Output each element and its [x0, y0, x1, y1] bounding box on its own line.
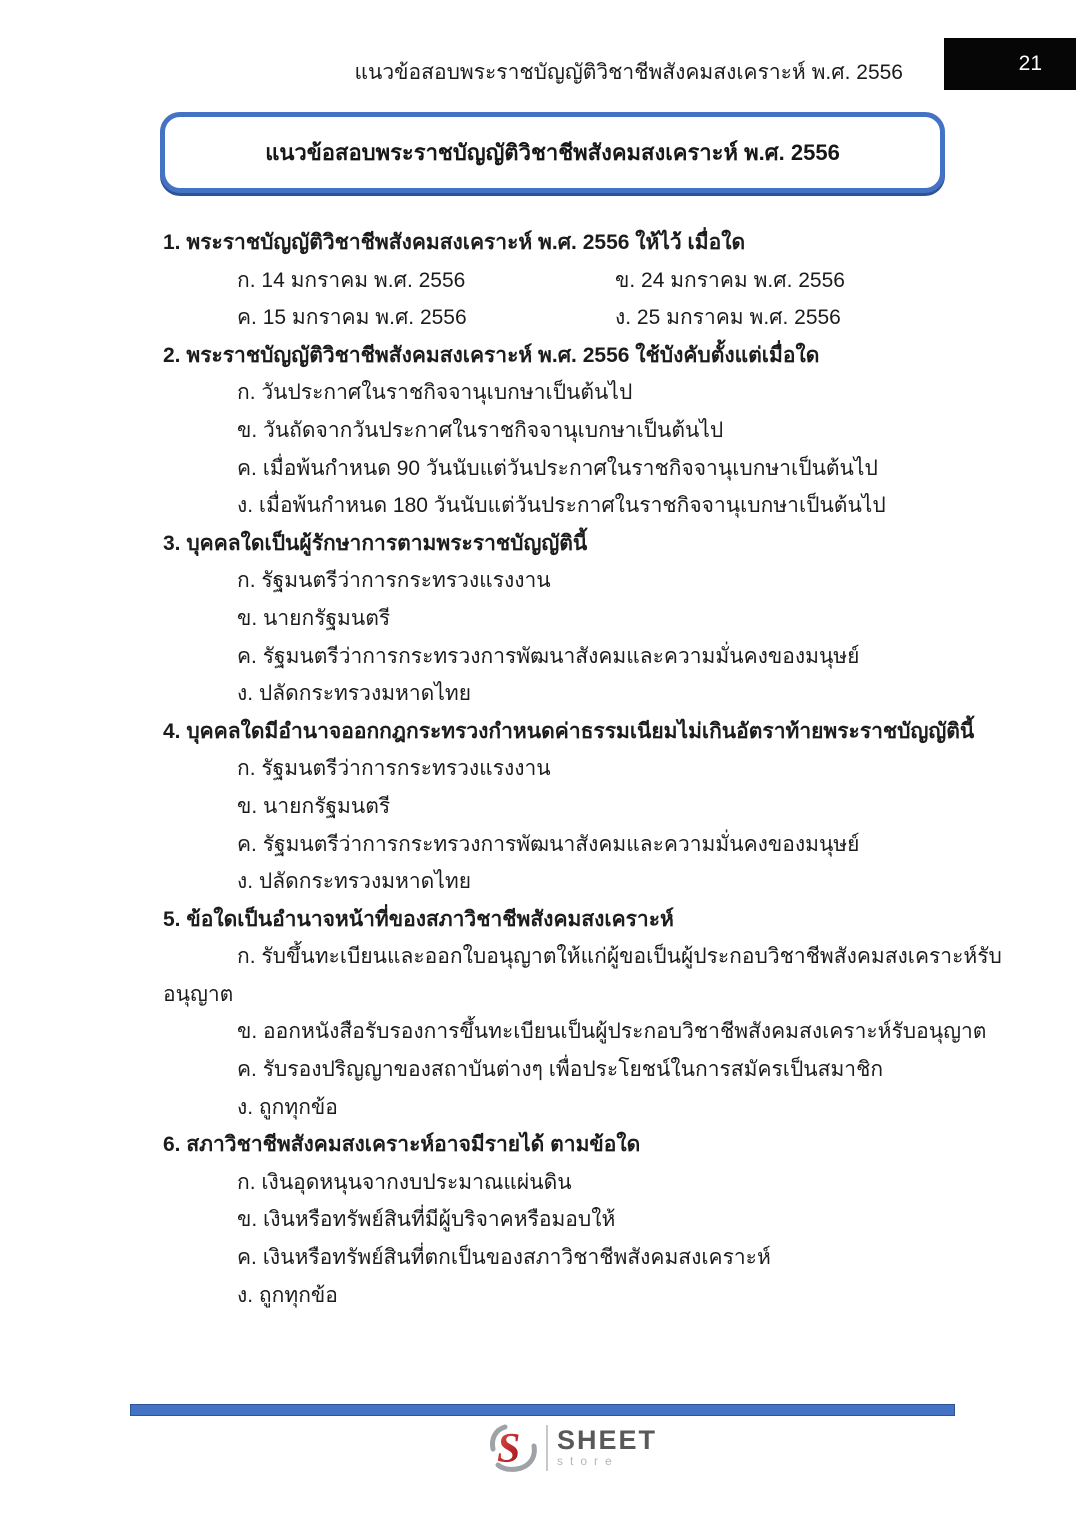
- question-option-text: ง. เมื่อพ้นกำหนด 180 วันนับแต่วันประกาศในราชกิจจานุเบกษาเป็นต้นไป: [237, 494, 886, 518]
- question-option: [163, 374, 973, 412]
- question-option: [163, 600, 973, 638]
- question-option-text: ง. ถูกทุกข้อ: [237, 1283, 338, 1307]
- question-option-text: ก. รัฐมนตรีว่าการกระทรวงแรงงาน: [237, 569, 551, 593]
- question-4-heading: 4. บุคคลใดมีอำนาจออกกฎกระทรวงกำหนดค่าธรรมเนียมไม่เกินอัตราท้ายพระราชบัญญัตินี้: [163, 719, 975, 743]
- running-header-title: แนวข้อสอบพระราชบัญญัติวิชาชีพสังคมสงเคราะห์ พ.ศ. 2556: [354, 61, 903, 84]
- question-option: [163, 675, 973, 713]
- question-option: [163, 1051, 973, 1089]
- question-option: ค. 15 มกราคม พ.ศ. 2556: [237, 306, 467, 330]
- document-title: แนวข้อสอบพระราชบัญญัติวิชาชีพสังคมสงเคราะห์ พ.ศ. 2556: [265, 140, 840, 165]
- question-option: [163, 1277, 973, 1315]
- question-option: ง. 25 มกราคม พ.ศ. 2556: [615, 306, 841, 330]
- page-number-box: [944, 38, 1076, 90]
- logo-subname-text: store: [556, 1454, 619, 1468]
- question-option-text: ข. ออกหนังสือรับรองการขึ้นทะเบียนเป็นผู้ประกอบวิชาชีพสังคมสงเคราะห์รับอนุญาต: [237, 1020, 987, 1044]
- title-box: [160, 112, 945, 193]
- question-option: [163, 788, 973, 826]
- question-5-heading: 5. ข้อใดเป็นอำนาจหน้าที่ของสภาวิชาชีพสังคมสงเคราะห์: [163, 907, 674, 931]
- question-option: ก. 14 มกราคม พ.ศ. 2556: [237, 268, 466, 292]
- question-option-continuation: อนุญาต: [163, 982, 234, 1006]
- question-option-text: ง. ปลัดกระทรวงมหาดไทย: [237, 682, 472, 706]
- question-option-text: ค. รัฐมนตรีว่าการกระทรวงการพัฒนาสังคมและความมั่นคงของมนุษย์: [237, 644, 860, 668]
- question-option-text: ค. เงินหรือทรัพย์สินที่ตกเป็นของสภาวิชาชีพสังคมสงเคราะห์: [237, 1246, 771, 1270]
- question-1-heading: 1. พระราชบัญญัติวิชาชีพสังคมสงเคราะห์ พ.ศ. 2556 ให้ไว้ เมื่อใด: [163, 231, 746, 254]
- question-option-text: ก. วันประกาศในราชกิจจานุเบกษาเป็นต้นไป: [237, 381, 633, 405]
- question-option: [163, 1164, 973, 1202]
- question-option-text: ค. รับรองปริญญาของสถาบันต่างๆ เพื่อประโยชน์ในการสมัครเป็นสมาชิก: [237, 1058, 884, 1082]
- question-option: [163, 863, 973, 901]
- logo-divider: [546, 1425, 548, 1471]
- question-option-text: ข. วันถัดจากวันประกาศในราชกิจจานุเบกษาเป็นต้นไป: [237, 418, 724, 442]
- question-option-text: ก. เงินอุดหนุนจากงบประมาณแผ่นดิน: [237, 1170, 572, 1194]
- question-option-text: ง. ปลัดกระทรวงมหาดไทย: [237, 870, 472, 894]
- question-option: [163, 750, 973, 788]
- question-option: [163, 826, 973, 864]
- question-option-text: ข. นายกรัฐมนตรี: [237, 794, 391, 818]
- sheet-store-s-icon: [489, 1424, 537, 1472]
- question-option-text: ก. รัฐมนตรีว่าการกระทรวงแรงงาน: [237, 757, 551, 781]
- question-3-heading: 3. บุคคลใดเป็นผู้รักษาการตามพระราชบัญญัตินี้: [163, 531, 588, 555]
- sheet-store-logo: [70, 1424, 1076, 1472]
- question-option: [163, 1201, 973, 1239]
- question-option-text: ง. ถูกทุกข้อ: [237, 1095, 338, 1119]
- question-option-text: ก. รับขึ้นทะเบียนและออกใบอนุญาตให้แก่ผู้ขอเป็นผู้ประกอบวิชาชีพสังคมสงเคราะห์รับ: [237, 945, 1002, 969]
- logo-name-text: SHEET: [556, 1425, 658, 1455]
- question-option-text: ค. รัฐมนตรีว่าการกระทรวงการพัฒนาสังคมและความมั่นคงของมนุษย์: [237, 832, 860, 856]
- question-option-text: ข. เงินหรือทรัพย์สินที่มีผู้บริจาคหรือมอบให้: [237, 1208, 616, 1232]
- question-option: [163, 1239, 973, 1277]
- question-option: [163, 638, 973, 676]
- question-option: [163, 412, 973, 450]
- question-2-heading: 2. พระราชบัญญัติวิชาชีพสังคมสงเคราะห์ พ.ศ. 2556 ใช้บังคับตั้งแต่เมื่อใด: [163, 343, 820, 367]
- question-option: [163, 938, 1002, 976]
- question-option: [163, 1013, 987, 1051]
- svg-text:S: S: [496, 1426, 521, 1472]
- question-1-options-row: [163, 299, 973, 337]
- question-option: [163, 562, 973, 600]
- question-option: ข. 24 มกราคม พ.ศ. 2556: [615, 268, 845, 292]
- question-option-text: ข. นายกรัฐมนตรี: [237, 606, 391, 630]
- footer-divider-bar: [130, 1404, 955, 1416]
- page-number: 21: [1018, 52, 1042, 75]
- question-option: [163, 450, 973, 488]
- question-option-text: ค. เมื่อพ้นกำหนด 90 วันนับแต่วันประกาศในราชกิจจานุเบกษาเป็นต้นไป: [237, 456, 878, 480]
- question-1-options-row: [163, 262, 973, 300]
- questions-list: [163, 224, 1002, 1314]
- question-option: [163, 1089, 973, 1127]
- question-option: [163, 487, 973, 525]
- question-6-heading: 6. สภาวิชาชีพสังคมสงเคราะห์อาจมีรายได้ ตามข้อใด: [163, 1133, 641, 1157]
